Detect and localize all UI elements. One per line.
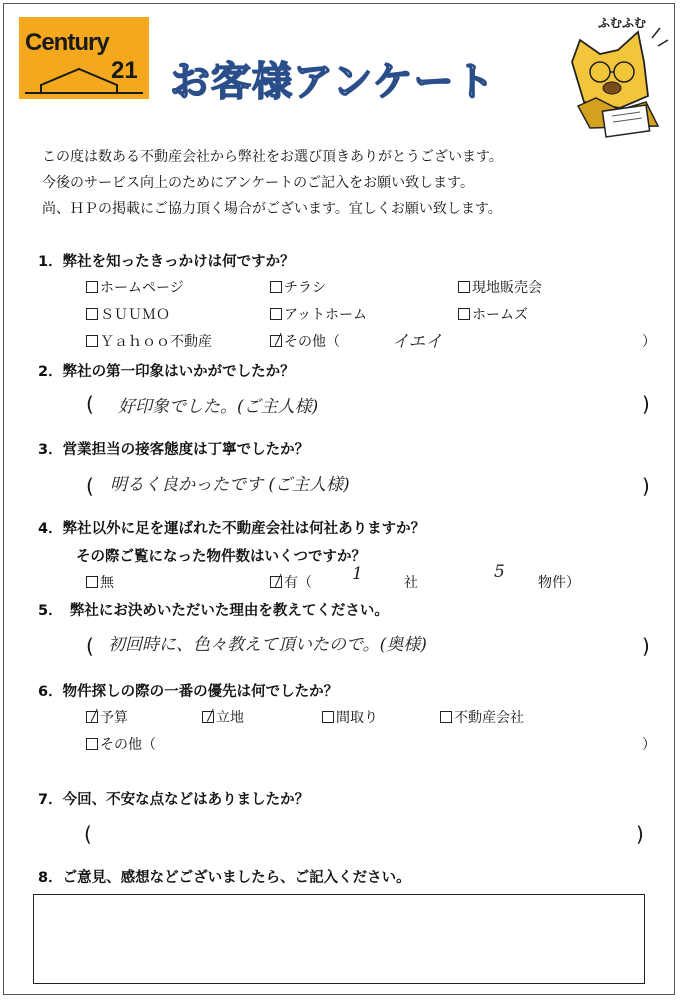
checkbox-icon [86, 335, 98, 347]
q1-option-other[interactable]: その他（ [270, 331, 340, 351]
q6-option-location[interactable]: 立地 [202, 707, 244, 727]
q1-option-yahoo[interactable]: Ｙａｈｏｏ不動産 [86, 331, 212, 351]
question-1-label: 1．弊社を知ったきっかけは何ですか？ [38, 254, 295, 270]
q5-answer: 初回時に、色々教えて頂いたので。(奥様) [108, 635, 427, 655]
q1-close-paren: ） [642, 334, 656, 350]
checkbox-icon [458, 308, 470, 320]
q7-open-paren: ( [84, 822, 92, 846]
logo-number: 21 [111, 57, 138, 84]
q1-option-flyer[interactable]: チラシ [270, 277, 326, 297]
intro-line-2: 今後のサービス向上のためにアンケートのご記入をお願い致します。 [42, 175, 475, 191]
q6-close-paren: ） [642, 737, 656, 753]
q5-close-paren: ) [642, 634, 650, 658]
page-title: お客様アンケート [170, 59, 496, 105]
checkbox-icon [322, 711, 334, 723]
q1-option-open-house[interactable]: 現地販売会 [458, 277, 542, 297]
question-6-label: 6．物件探しの際の一番の優先は何でしたか？ [38, 684, 339, 700]
checkbox-icon [458, 281, 470, 293]
checkbox-icon [86, 576, 98, 588]
checkbox-icon [270, 281, 282, 293]
question-4-label: 4．弊社以外に足を運ばれた不動産会社は何社ありますか？ [38, 521, 426, 537]
q1-option-suumo[interactable]: ＳＵＵＭＯ [86, 304, 170, 324]
question-3-label: 3．営業担当の接客態度は丁寧でしたか？ [38, 442, 310, 458]
logo-word: Century [25, 29, 109, 56]
q6-option-budget[interactable]: 予算 [86, 707, 128, 727]
checkbox-icon [86, 281, 98, 293]
q2-close-paren: ) [642, 392, 650, 416]
question-8-label: 8．ご意見、感想などございましたら、ご記入ください。 [38, 870, 411, 886]
q7-close-paren: ) [636, 822, 644, 846]
q4-option-yes[interactable]: 有（ [270, 572, 312, 592]
century21-logo [19, 17, 149, 99]
checked-checkbox-icon [270, 335, 282, 347]
q3-close-paren: ) [642, 474, 650, 498]
q4-company-count: 1 [352, 564, 363, 584]
q1-option-homepage[interactable]: ホームページ [86, 277, 184, 297]
checkbox-icon [86, 738, 98, 750]
checked-checkbox-icon [86, 711, 98, 723]
mascot-caption: ふむふむ [598, 16, 647, 30]
q4-company-unit: 社 [404, 575, 418, 591]
q4-option-none[interactable]: 無 [86, 572, 114, 592]
q2-answer: 好印象でした。(ご主人様) [118, 397, 319, 417]
checkbox-icon [86, 308, 98, 320]
checkbox-icon [440, 711, 452, 723]
q3-open-paren: ( [86, 474, 94, 498]
q4-property-count: 5 [494, 562, 505, 582]
intro-line-1: この度は数ある不動産会社から弊社をお選び頂きありがとうございます。 [42, 149, 503, 165]
comment-box[interactable] [33, 894, 645, 984]
q2-open-paren: ( [86, 392, 94, 416]
checkbox-icon [270, 308, 282, 320]
q6-option-layout[interactable]: 間取り [322, 707, 378, 727]
q6-option-realestate-company[interactable]: 不動産会社 [440, 707, 524, 727]
question-4-label-2: その際ご覧になった物件数はいくつですか？ [76, 549, 366, 565]
q5-open-paren: ( [86, 634, 94, 658]
q1-option-homes[interactable]: ホームズ [458, 304, 528, 324]
question-7-label: 7．今回、不安な点などはありましたか？ [38, 792, 310, 808]
checked-checkbox-icon [270, 576, 282, 588]
q1-option-athome[interactable]: アットホーム [270, 304, 367, 324]
intro-line-3: 尚、ＨＰの掲載にご協力頂く場合がございます。宜しくお願い致します。 [42, 201, 502, 217]
q3-answer: 明るく良かったです (ご主人様) [110, 475, 350, 495]
q1-other-answer: イエイ [392, 332, 443, 352]
checked-checkbox-icon [202, 711, 214, 723]
question-5-label: 5． 弊社にお決めいただいた理由を教えてください。 [38, 603, 389, 619]
q6-option-other[interactable]: その他（ [86, 734, 156, 754]
question-2-label: 2．弊社の第一印象はいかがでしたか？ [38, 364, 295, 380]
q4-property-unit: 物件） [538, 575, 580, 591]
